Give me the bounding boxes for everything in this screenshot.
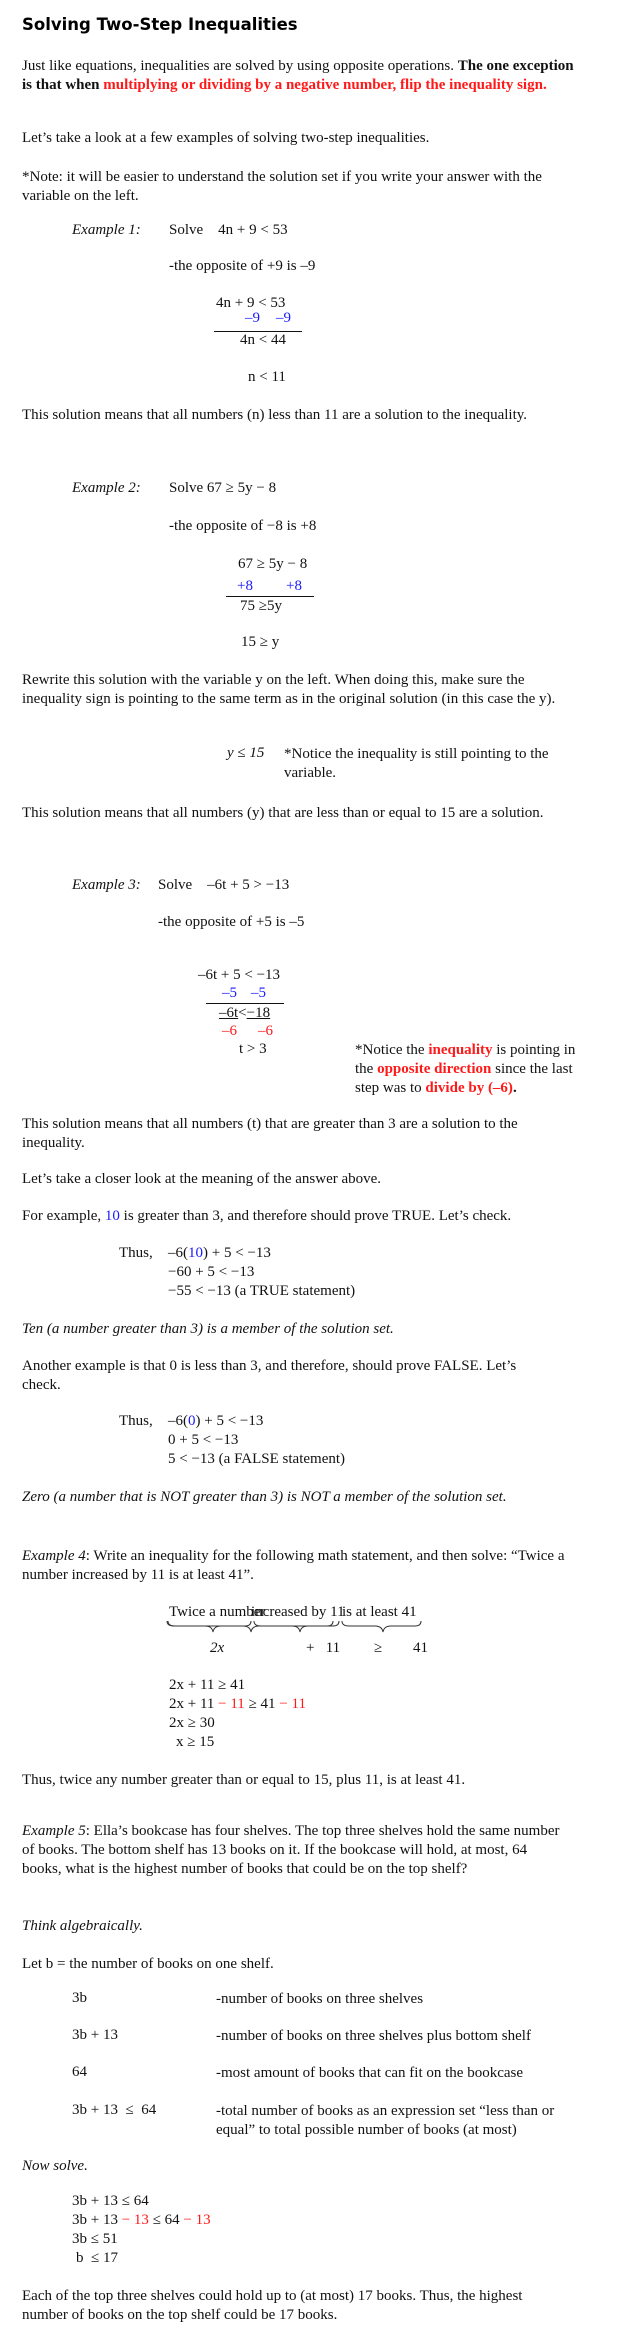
intro-red-rule: multiplying or dividing by a negative number, flip the inequality sign. xyxy=(103,77,547,93)
table-desc: -number of books on three shelves xyxy=(216,1991,424,2007)
example5-think: Think algebraically. xyxy=(22,1918,143,1934)
step-red-subtract: − 11 xyxy=(218,1696,245,1712)
example5-step3: 3b ≤ 51 xyxy=(72,2231,118,2247)
step-text: 3b + 13 xyxy=(72,2212,122,2228)
phrase-at-least: is at least 41 xyxy=(342,1604,417,1620)
example2-solve xyxy=(169,480,276,497)
example5-label: Example 5 xyxy=(22,1823,86,1839)
example1-sub-b: –9 xyxy=(276,310,291,326)
phrase-twice-a-number: Twice a number xyxy=(169,1604,266,1620)
false-check-line2: 0 + 5 < −13 xyxy=(168,1432,239,1448)
example5-now-solve: Now solve. xyxy=(22,2158,88,2174)
example3-label: Example 3: xyxy=(72,877,141,893)
solve-word: Solve xyxy=(158,877,193,893)
step-red-subtract: − 11 xyxy=(279,1696,306,1712)
example5-conclusion: Each of the top three shelves could hold up to (at most) 17 books. Thus, the highest number of books on the top shelf could be 17 books. xyxy=(22,2288,523,2323)
example2-label: Example 2: xyxy=(72,480,141,496)
example3-step2-left: –6t xyxy=(219,1005,239,1021)
example3-answer: t > 3 xyxy=(239,1041,267,1057)
example3-step2-right: −18 xyxy=(246,1005,271,1021)
example1-sub-a: –9 xyxy=(245,310,260,326)
example2-explanation: This solution means that all numbers (y) that are less than or equal to 15 are a solution. xyxy=(22,805,544,821)
brace-at-least xyxy=(342,1621,421,1632)
false-conclusion: Zero (a number that is NOT greater than 3) is NOT a member of the solution set. xyxy=(22,1489,507,1505)
notice-red-divide: divide by (–6) xyxy=(425,1080,513,1096)
example4-prompt-text: : Write an inequality for the following math statement, and then solve: “Twice a number increased by 11 is at least 41”. xyxy=(22,1548,565,1583)
example2-step1: 67 ≥ 5y − 8 xyxy=(238,556,308,572)
underbraces-drawn xyxy=(165,1620,435,1636)
example3-sub-b: –5 xyxy=(251,985,266,1001)
step-text: 2x + 11 xyxy=(169,1696,219,1712)
table-expr: 64 xyxy=(72,2064,87,2080)
check-text: –6( xyxy=(168,1413,188,1429)
example2-add-b: +8 xyxy=(286,578,302,594)
solve-word: Solve xyxy=(169,480,204,496)
true-check-line2: −60 + 5 < −13 xyxy=(168,1264,255,1280)
check-text: –6( xyxy=(168,1245,188,1261)
thus-label: Thus, xyxy=(119,1413,153,1429)
notice-red-inequality: inequality xyxy=(428,1042,493,1058)
example3-step2 xyxy=(219,1005,270,1022)
notice-text: is pointing in the xyxy=(355,1042,576,1077)
example2-add-a: +8 xyxy=(237,578,253,594)
true-value: 10 xyxy=(104,1208,120,1224)
example3-div-a: –6 xyxy=(222,1023,237,1039)
true-intro-text: is greater than 3, and therefore should prove TRUE. Let’s check. xyxy=(119,1208,512,1224)
example3-solve xyxy=(158,877,289,894)
example2-hint: -the opposite of −8 is +8 xyxy=(169,518,317,534)
term-2x: 2x xyxy=(210,1640,225,1656)
example4-step1: 2x + 11 ≥ 41 xyxy=(169,1677,246,1693)
table-expr: 3b + 13 ≤ 64 xyxy=(72,2102,157,2118)
false-intro: Another example is that 0 is less than 3, and therefore, should prove FALSE. Let’s check. xyxy=(22,1358,517,1393)
term-41: 41 xyxy=(413,1640,428,1656)
example1-step2: 4n < 44 xyxy=(240,332,286,348)
example2-problem: 67 ≥ 5y − 8 xyxy=(206,480,277,496)
solve-word: Solve xyxy=(169,222,204,238)
step-red-subtract: − 13 xyxy=(183,2212,211,2228)
check-value: 10 xyxy=(188,1245,203,1261)
table-desc: -number of books on three shelves plus bottom shelf xyxy=(216,2028,531,2044)
intro-note: *Note: it will be easier to understand the solution set if you write your answer with the variable on the left. xyxy=(22,169,542,204)
example3-true-intro xyxy=(22,1207,582,1226)
example3-hint: -the opposite of +5 is –5 xyxy=(158,914,305,930)
example4-step3: 2x ≥ 30 xyxy=(169,1715,215,1731)
example2-divider xyxy=(226,596,314,597)
check-text: ) + 5 < −13 xyxy=(203,1245,271,1261)
brace-increased xyxy=(254,1621,339,1632)
false-check-line3: 5 < −13 (a FALSE statement) xyxy=(168,1451,346,1467)
example1-answer: n < 11 xyxy=(248,369,286,385)
table-desc: -total number of books as an expression set “less than or equal” to total possible number of books (at most) xyxy=(216,2103,555,2138)
intro-bold-text: The one exception is that when xyxy=(22,58,574,93)
example2-answer: y ≤ 15 xyxy=(227,745,265,761)
page-title: Solving Two-Step Inequalities xyxy=(22,15,298,34)
intro-paragraph xyxy=(22,57,582,95)
example4-prompt xyxy=(22,1547,582,1585)
example3-step2-sign: < xyxy=(238,1005,247,1021)
table-desc: -most amount of books that can fit on the bookcase xyxy=(216,2065,524,2081)
example5-step4: b ≤ 17 xyxy=(76,2250,118,2266)
example3-sub-a: –5 xyxy=(222,985,237,1001)
example5-step2 xyxy=(72,2212,211,2229)
example5-let: Let b = the number of books on one shelf. xyxy=(22,1956,274,1972)
example5-prompt-text: : Ella’s bookcase has four shelves. The top three shelves hold the same number of books. The bottom shelf has 13 books on it. If the bookcase will hold, at most, 64 books, what is the highest number of books that could be on the top shelf? xyxy=(22,1823,560,1877)
table-expr: 3b xyxy=(72,1990,87,2006)
example3-problem: –6t + 5 > −13 xyxy=(207,877,290,893)
example4-step2 xyxy=(169,1696,306,1713)
example2-step3: 15 ≥ y xyxy=(241,634,280,650)
example1-solve xyxy=(169,222,288,239)
example3-divider xyxy=(206,1003,284,1004)
example3-explanation: This solution means that all numbers (t) that are greater than 3 are a solution to the inequality. xyxy=(22,1116,518,1151)
example2-step2: 75 ≥5y xyxy=(240,598,282,614)
step-text: ≥ 41 xyxy=(244,1696,280,1712)
brace-twice xyxy=(167,1621,251,1632)
false-check-line1 xyxy=(168,1413,263,1430)
thus-label: Thus, xyxy=(119,1245,153,1261)
intro-text: Just like equations, inequalities are solved by using opposite operations. xyxy=(22,58,458,74)
example2-notice: *Notice the inequality is still pointing to the variable. xyxy=(284,746,549,781)
example4-step4: x ≥ 15 xyxy=(176,1734,215,1750)
step-red-subtract: − 13 xyxy=(121,2212,149,2228)
true-intro-text: For example, xyxy=(22,1208,105,1224)
notice-period: . xyxy=(512,1080,517,1096)
table-expr: 3b + 13 xyxy=(72,2027,118,2043)
example3-closer-look: Let’s take a closer look at the meaning of the answer above. xyxy=(22,1171,382,1187)
example1-explanation: This solution means that all numbers (n) less than 11 are a solution to the inequality. xyxy=(22,407,528,423)
true-conclusion: Ten (a number greater than 3) is a member of the solution set. xyxy=(22,1321,394,1337)
notice-red-direction: opposite direction xyxy=(377,1061,492,1077)
example3-notice xyxy=(355,1041,585,1098)
true-check-line3: −55 < −13 (a TRUE statement) xyxy=(168,1283,356,1299)
example5-prompt xyxy=(22,1822,567,1879)
true-check-line1 xyxy=(168,1245,271,1262)
example1-label: Example 1: xyxy=(72,222,141,238)
notice-text: since the last step was to xyxy=(355,1061,573,1096)
example1-problem: 4n + 9 < 53 xyxy=(218,222,288,238)
phrase-increased-by: increased by 11 xyxy=(251,1604,345,1620)
notice-text: *Notice the xyxy=(355,1042,429,1058)
example1-hint: -the opposite of +9 is –9 xyxy=(169,258,316,274)
term-plus-11: + 11 xyxy=(306,1640,341,1656)
check-value: 0 xyxy=(188,1413,196,1429)
example4-conclusion: Thus, twice any number greater than or equal to 15, plus 11, is at least 41. xyxy=(22,1772,466,1788)
example3-div-b: –6 xyxy=(258,1023,273,1039)
intro-examples-line: Let’s take a look at a few examples of solving two-step inequalities. xyxy=(22,130,430,146)
step-text: ≤ 64 xyxy=(148,2212,184,2228)
term-geq: ≥ xyxy=(374,1640,383,1656)
example2-rewrite: Rewrite this solution with the variable y on the left. When doing this, make sure the inequality sign is pointing to the same term as in the original solution (in this case the y). xyxy=(22,672,556,707)
example1-step1: 4n + 9 < 53 xyxy=(216,295,286,311)
example3-step1: –6t + 5 < −13 xyxy=(198,967,281,983)
example4-label: Example 4 xyxy=(22,1548,86,1564)
example5-step1: 3b + 13 ≤ 64 xyxy=(72,2193,149,2209)
check-text: ) + 5 < −13 xyxy=(195,1413,264,1429)
